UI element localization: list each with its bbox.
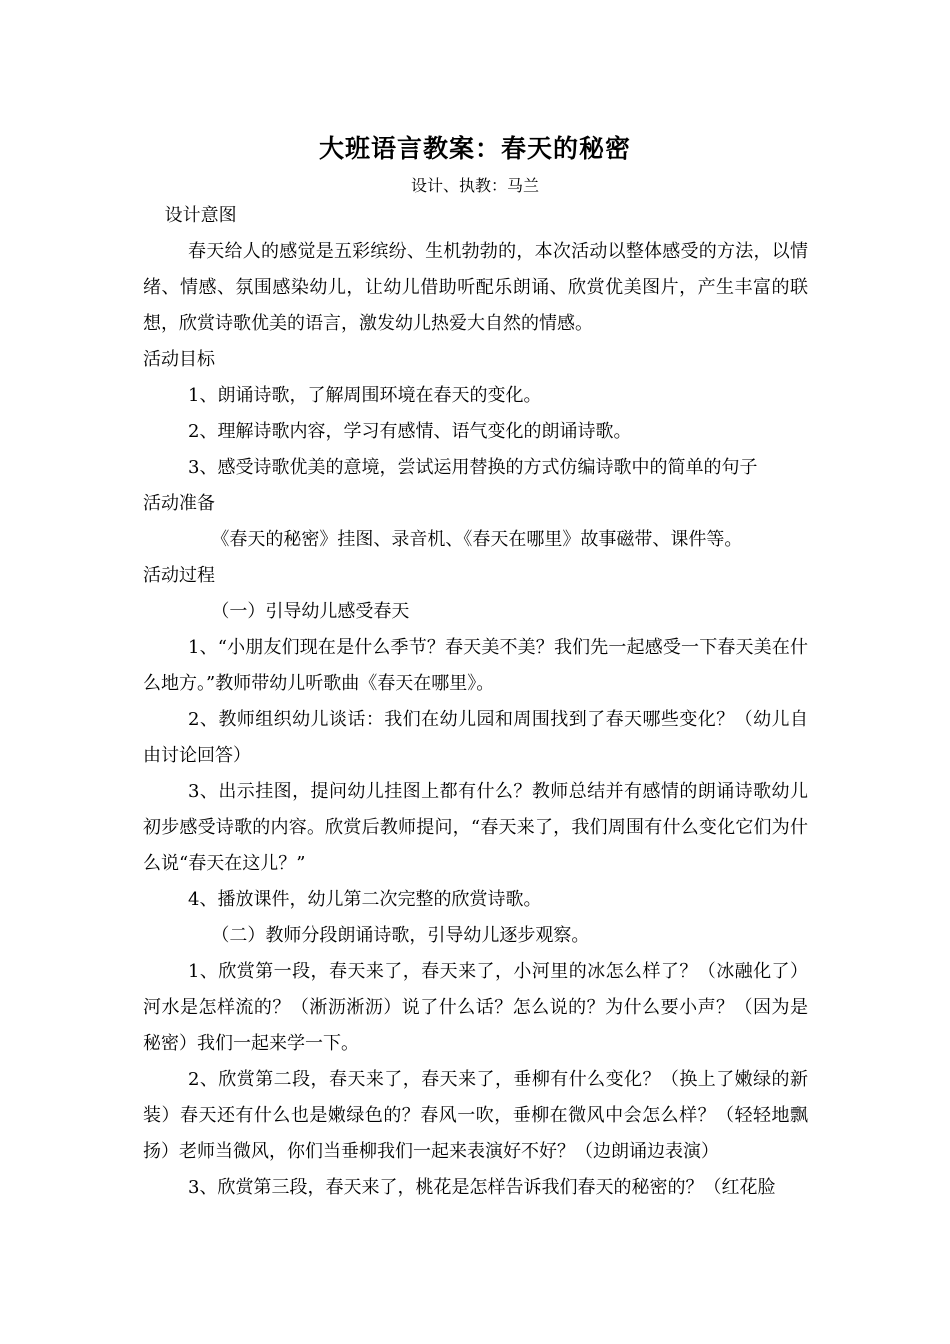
subsection-heading: （一）引导幼儿感受春天 bbox=[211, 601, 410, 622]
paragraph: 3、出示挂图，提问幼儿挂图上都有什么？教师总结并有感情的朗诵诗歌幼儿初步感受诗歌的内容。欣赏后教师提问，“春天来了，我们周围有什么变化它们为什么说“春天在这儿？” bbox=[143, 781, 808, 874]
section-heading-design-intent: 设计意图 bbox=[164, 205, 237, 226]
paragraph: 1、欣赏第一段，春天来了，春天来了，小河里的冰怎么样了？（冰融化了）河水是怎样流的？（淅沥淅沥）说了什么话？怎么说的？为什么要小声？（因为是秘密）我们一起来学一下。 bbox=[143, 961, 808, 1054]
goal-item: 2、理解诗歌内容，学习有感情、语气变化的朗诵诗歌。 bbox=[188, 421, 632, 442]
paragraph: 1、“小朋友们现在是什么季节？春天美不美？我们先一起感受一下春天美在什么地方。”教师带幼儿听歌曲《春天在哪里》。 bbox=[143, 637, 808, 694]
goal-item: 3、感受诗歌优美的意境，尝试运用替换的方式仿编诗歌中的简单的句子 bbox=[188, 457, 758, 478]
document-byline: 设计、执教：马兰 bbox=[410, 176, 539, 195]
section-heading-preparation: 活动准备 bbox=[143, 493, 215, 514]
goal-item: 1、朗诵诗歌，了解周围环境在春天的变化。 bbox=[188, 385, 542, 406]
subsection-heading: （二）教师分段朗诵诗歌，引导幼儿逐步观察。 bbox=[211, 925, 590, 946]
section-heading-goals: 活动目标 bbox=[143, 349, 215, 370]
section-heading-process: 活动过程 bbox=[143, 565, 215, 586]
document-title: 大班语言教案：春天的秘密 bbox=[318, 134, 631, 163]
paragraph: 2、教师组织幼儿谈话：我们在幼儿园和周围找到了春天哪些变化？（幼儿自由讨论回答） bbox=[143, 709, 808, 766]
paragraph: 3、欣赏第三段，春天来了，桃花是怎样告诉我们春天的秘密的？（红花脸 bbox=[188, 1177, 776, 1198]
paragraph: 2、欣赏第二段，春天来了，春天来了，垂柳有什么变化？（换上了嫩绿的新装）春天还有什么也是嫩绿色的？春风一吹，垂柳在微风中会怎么样？（轻轻地飘扬）老师当微风，你们当垂柳我们一起来表演好不好？（边朗诵边表演） bbox=[143, 1069, 808, 1162]
paragraph: 4、播放课件，幼儿第二次完整的欣赏诗歌。 bbox=[188, 889, 542, 910]
paragraph: 春天给人的感觉是五彩缤纷、生机勃勃的，本次活动以整体感受的方法，以情绪、情感、氛围感染幼儿，让幼儿借助听配乐朗诵、欣赏优美图片，产生丰富的联想，欣赏诗歌优美的语言，激发幼儿热爱大自然的情感。 bbox=[143, 241, 808, 334]
paragraph: 《春天的秘密》挂图、录音机、《春天在哪里》故事磁带、课件等。 bbox=[211, 529, 743, 550]
document-body bbox=[143, 198, 808, 1206]
